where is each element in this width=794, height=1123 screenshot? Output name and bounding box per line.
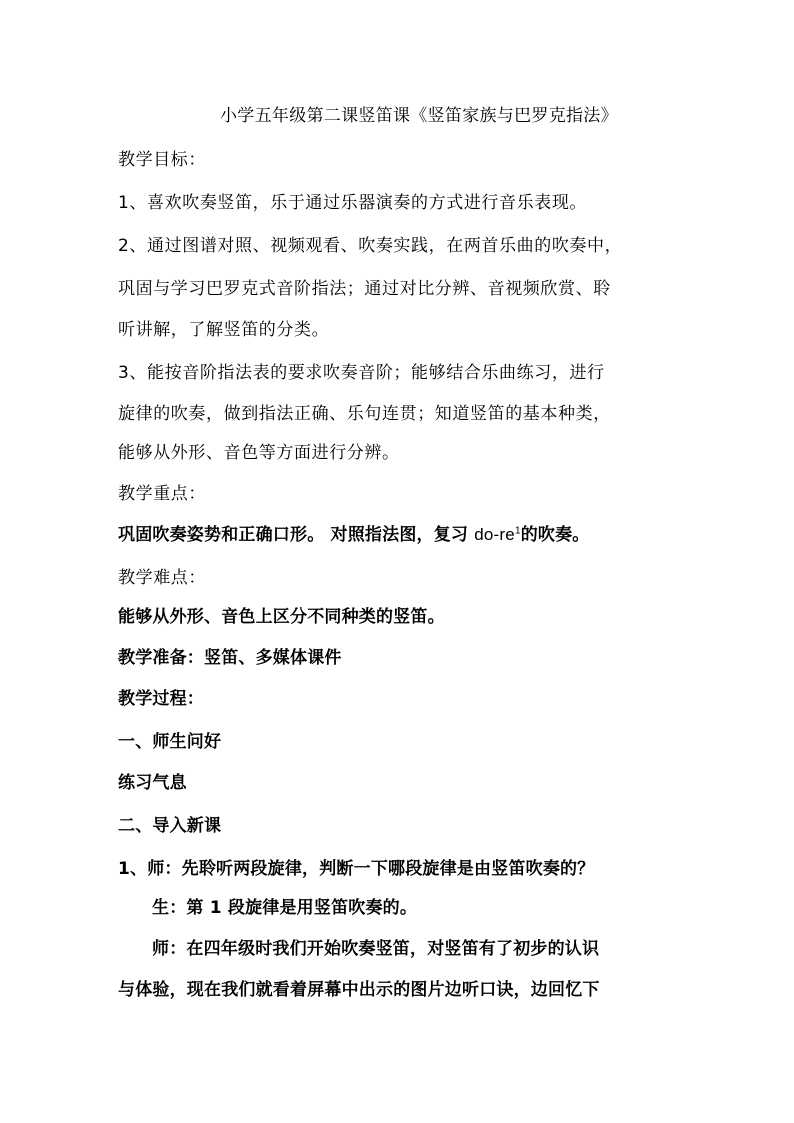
dialogue-line: 1、师：先聆听两段旋律，判断一下哪段旋律是由竖笛吹奏的？ — [118, 859, 595, 879]
objective-line: 1、喜欢吹奏竖笛，乐于通过乐器演奏的方式进行音乐表现。 — [118, 193, 588, 213]
dialogue-line: 师：在四年级时我们开始吹奏竖笛，对竖笛有了初步的认识 — [152, 939, 600, 959]
process-heading: 教学过程： — [118, 689, 204, 709]
key-points-before: 巩固吹奏姿势和正确口形。 对照指法图，复习 — [118, 525, 475, 545]
lesson-title: 小学五年级第二课竖笛课《竖笛家族与巴罗克指法》 — [220, 106, 618, 126]
step-two-heading: 二、导入新课 — [118, 816, 222, 836]
objective-line: 能够从外形、音色等方面进行分辨。 — [118, 443, 400, 463]
step-one-heading: 一、师生问好 — [118, 732, 222, 752]
key-points-heading: 教学重点： — [118, 484, 206, 504]
objectives-heading: 教学目标： — [118, 150, 206, 170]
objective-line: 听讲解，了解竖笛的分类。 — [118, 320, 330, 340]
objective-line: 2、通过图谱对照、视频观看、吹奏实践，在两首乐曲的吹奏中， — [118, 236, 623, 256]
objective-line: 3、能按音阶指法表的要求吹奏音阶；能够结合乐曲练习，进行 — [118, 363, 605, 383]
key-points-superscript: 1 — [514, 525, 521, 537]
key-points-text — [118, 525, 590, 545]
step-one-detail: 练习气息 — [118, 773, 187, 793]
difficulty-heading: 教学难点： — [118, 568, 206, 588]
preparation-text: 教学准备：竖笛、多媒体课件 — [118, 648, 342, 668]
objective-line: 巩固与学习巴罗克式音阶指法；通过对比分辨、音视频欣赏、聆 — [118, 279, 611, 299]
dialogue-line: 生：第 1 段旋律是用竖笛吹奏的。 — [152, 898, 418, 918]
difficulty-text: 能够从外形、音色上区分不同种类的竖笛。 — [118, 607, 445, 627]
key-points-note: do-re — [474, 525, 515, 544]
objective-line: 旋律的吹奏，做到指法正确、乐句连贯；知道竖笛的基本种类， — [118, 404, 611, 424]
key-points-after: 的吹奏。 — [520, 525, 590, 545]
dialogue-line: 与体验，现在我们就看着屏幕中出示的图片边听口诀，边回忆下 — [118, 980, 600, 1000]
